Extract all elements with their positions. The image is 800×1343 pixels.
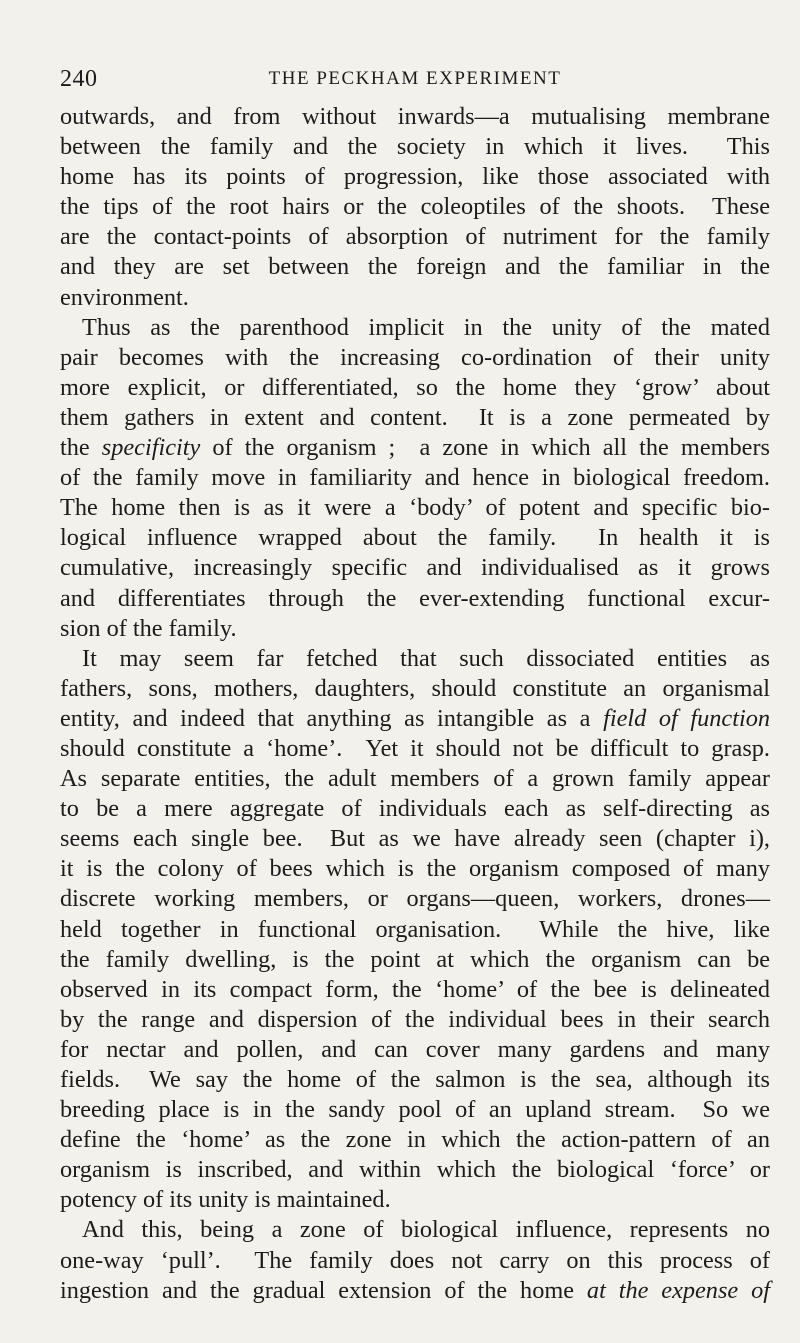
italic-text: at the expense of <box>586 1276 770 1304</box>
text-line <box>60 313 770 343</box>
text-line <box>60 794 770 824</box>
text-line <box>60 162 770 192</box>
text-segment: breeding place is in the sandy pool of an upland stream. So we <box>60 1096 770 1124</box>
text-segment: It may seem far fetched that such dissociated entities as <box>82 644 770 672</box>
text-line <box>60 764 770 794</box>
text-segment: it is the colony of bees which is the organism composed of many <box>60 855 770 883</box>
text-segment: pair becomes with the increasing co-ordination of their unity <box>60 343 770 371</box>
page-number: 240 <box>60 66 98 92</box>
text-segment: Thus as the parenthood implicit in the unity of the mated <box>82 313 770 341</box>
text-segment: should constitute a ‘home’. Yet it should not be difficult to grasp. <box>60 734 770 762</box>
text-segment: organism is inscribed, and within which the biological ‘force’ or <box>60 1156 770 1184</box>
running-head <box>60 66 770 96</box>
text-segment: held together in functional organisation. While the hive, like <box>60 915 770 943</box>
text-line <box>60 1276 770 1306</box>
text-line <box>60 192 770 222</box>
text-segment: fields. We say the home of the salmon is the sea, although its <box>60 1066 770 1093</box>
text-segment: entity, and indeed that anything as intangible as a <box>60 704 604 732</box>
text-segment: And this, being a zone of biological influence, represents no <box>82 1216 770 1244</box>
text-segment: potency of its unity is maintained. <box>60 1186 391 1214</box>
text-segment: logical influence wrapped about the family. In health it is <box>60 524 770 552</box>
text-line <box>60 463 770 493</box>
text-segment: the <box>60 434 102 462</box>
text-line <box>60 584 770 614</box>
text-line <box>60 674 770 704</box>
text-segment: of the organism ; a zone in which all the members <box>200 434 770 462</box>
text-segment: for nectar and pollen, and can cover many gardens and many <box>60 1035 770 1063</box>
text-segment: ingestion and the gradual extension of the home <box>60 1276 587 1304</box>
body-text <box>60 102 770 1306</box>
text-segment: are the contact-points of absorption of nutriment for the family <box>60 223 770 251</box>
text-line <box>60 1185 770 1215</box>
text-line <box>60 252 770 282</box>
text-line <box>60 704 770 734</box>
text-segment: one-way ‘pull’. The family does not carry on this process of <box>60 1246 770 1274</box>
text-line <box>60 884 770 914</box>
text-segment: sion of the family. <box>60 614 237 642</box>
text-segment: observed in its compact form, the ‘home’ of the bee is delineated <box>60 975 770 1003</box>
text-segment: environment. <box>60 283 189 311</box>
text-line <box>60 343 770 373</box>
text-line <box>60 222 770 252</box>
text-segment: The home then is as it were a ‘body’ of potent and specific bio- <box>60 494 770 522</box>
text-segment: define the ‘home’ as the zone in which the action-pattern of an <box>60 1126 770 1154</box>
text-segment: and they are set between the foreign and the familiar in the <box>60 253 770 281</box>
text-line <box>60 1125 770 1155</box>
text-line <box>60 945 770 975</box>
text-segment: between the family and the society in which it lives. This <box>60 133 770 161</box>
text-line <box>60 433 770 463</box>
text-line <box>60 1035 770 1065</box>
italic-text: field of function <box>603 704 770 732</box>
italic-text: specificity <box>101 434 201 462</box>
running-title: THE PECKHAM EXPERIMENT <box>268 68 562 89</box>
text-line <box>60 824 770 854</box>
text-line <box>60 644 770 674</box>
text-segment: outwards, and from without inwards—a mutualising membrane <box>60 103 770 130</box>
text-line <box>60 523 770 553</box>
text-segment: of the family move in familiarity and hence in biological freedom. <box>60 464 770 492</box>
text-line <box>60 132 770 162</box>
text-segment: seems each single bee. But as we have already seen (chapter i), <box>60 825 770 853</box>
text-line <box>60 1065 770 1095</box>
text-line <box>60 373 770 403</box>
text-segment: to be a mere aggregate of individuals each as self-directing as <box>60 795 770 823</box>
text-line <box>60 102 770 132</box>
text-line <box>60 1155 770 1185</box>
text-segment: them gathers in extent and content. It is a zone permeated by <box>60 403 770 431</box>
text-line <box>60 403 770 433</box>
text-segment: discrete working members, or organs—queen, workers, drones— <box>60 885 770 913</box>
text-line <box>60 975 770 1005</box>
text-line <box>60 1095 770 1125</box>
text-line <box>60 1246 770 1276</box>
text-segment: by the range and dispersion of the individual bees in their search <box>60 1005 770 1033</box>
text-line <box>60 493 770 523</box>
text-line <box>60 1215 770 1245</box>
text-segment: more explicit, or differentiated, so the home they ‘grow’ about <box>60 373 770 401</box>
text-segment: the family dwelling, is the point at which the organism can be <box>60 945 770 973</box>
text-segment: home has its points of progression, like those associated with <box>60 163 770 191</box>
text-line <box>60 734 770 764</box>
text-line <box>60 915 770 945</box>
text-segment: fathers, sons, mothers, daughters, should constitute an organismal <box>60 674 770 702</box>
text-line <box>60 283 770 313</box>
text-line <box>60 553 770 583</box>
text-segment: As separate entities, the adult members of a grown family appear <box>60 765 770 793</box>
text-segment: cumulative, increasingly specific and individualised as it grows <box>60 554 770 582</box>
text-segment: and differentiates through the ever-extending functional excur- <box>60 584 770 612</box>
text-line <box>60 854 770 884</box>
text-segment: the tips of the root hairs or the coleoptiles of the shoots. These <box>60 193 770 221</box>
text-line <box>60 614 770 644</box>
text-line <box>60 1005 770 1035</box>
